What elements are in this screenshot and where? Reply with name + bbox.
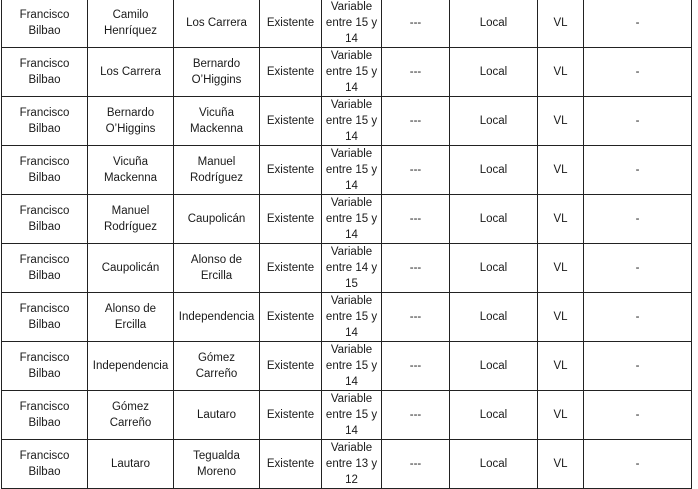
- cell-desde: Caupolicán: [88, 244, 174, 293]
- cell-ancho: Variable entre 15 y 14: [322, 146, 382, 195]
- cell-hasta: Vicuña Mackenna: [174, 97, 260, 146]
- table-row: [2, 146, 692, 195]
- cell-categoria: Local: [450, 440, 538, 489]
- cell-categoria: Local: [450, 195, 538, 244]
- cell-col6: ---: [382, 342, 450, 391]
- cell-via: Francisco Bilbao: [2, 244, 88, 293]
- cell-categoria: Local: [450, 0, 538, 48]
- cell-desde: Independencia: [88, 342, 174, 391]
- table-row: [2, 293, 692, 342]
- cell-estado: Existente: [260, 293, 322, 342]
- table-row: [2, 0, 692, 48]
- cell-estado: Existente: [260, 146, 322, 195]
- cell-estado: Existente: [260, 195, 322, 244]
- cell-categoria: Local: [450, 293, 538, 342]
- table-row: [2, 342, 692, 391]
- cell-hasta: Gómez Carreño: [174, 342, 260, 391]
- cell-hasta: Alonso de Ercilla: [174, 244, 260, 293]
- cell-estado: Existente: [260, 97, 322, 146]
- cell-hasta: Independencia: [174, 293, 260, 342]
- cell-categoria: Local: [450, 97, 538, 146]
- cell-observaciones: -: [584, 342, 692, 391]
- cell-desde: Camilo Henríquez: [88, 0, 174, 48]
- cell-categoria: Local: [450, 48, 538, 97]
- cell-via: Francisco Bilbao: [2, 293, 88, 342]
- cell-ancho: Variable entre 15 y 14: [322, 293, 382, 342]
- cell-ancho: Variable entre 15 y 14: [322, 195, 382, 244]
- cell-ancho: Variable entre 14 y 15: [322, 244, 382, 293]
- cell-observaciones: -: [584, 146, 692, 195]
- cell-estado: Existente: [260, 48, 322, 97]
- cell-tipo: VL: [538, 342, 584, 391]
- cell-observaciones: -: [584, 0, 692, 48]
- table-row: [2, 48, 692, 97]
- cell-tipo: VL: [538, 146, 584, 195]
- cell-estado: Existente: [260, 342, 322, 391]
- cell-via: Francisco Bilbao: [2, 195, 88, 244]
- cell-observaciones: -: [584, 48, 692, 97]
- cell-col6: ---: [382, 0, 450, 48]
- cell-observaciones: -: [584, 244, 692, 293]
- cell-desde: Bernardo O’Higgins: [88, 97, 174, 146]
- cell-via: Francisco Bilbao: [2, 391, 88, 440]
- cell-via: Francisco Bilbao: [2, 48, 88, 97]
- cell-tipo: VL: [538, 391, 584, 440]
- cell-desde: Vicuña Mackenna: [88, 146, 174, 195]
- cell-observaciones: -: [584, 293, 692, 342]
- cell-hasta: Caupolicán: [174, 195, 260, 244]
- cell-ancho: Variable entre 15 y 14: [322, 342, 382, 391]
- cell-col6: ---: [382, 440, 450, 489]
- cell-via: Francisco Bilbao: [2, 97, 88, 146]
- cell-hasta: Los Carrera: [174, 0, 260, 48]
- cell-ancho: Variable entre 15 y 14: [322, 48, 382, 97]
- cell-hasta: Tegualda Moreno: [174, 440, 260, 489]
- cell-tipo: VL: [538, 48, 584, 97]
- cell-via: Francisco Bilbao: [2, 440, 88, 489]
- cell-estado: Existente: [260, 391, 322, 440]
- cell-estado: Existente: [260, 440, 322, 489]
- cell-tipo: VL: [538, 440, 584, 489]
- cell-desde: Lautaro: [88, 440, 174, 489]
- cell-col6: ---: [382, 146, 450, 195]
- cell-tipo: VL: [538, 97, 584, 146]
- cell-ancho: Variable entre 15 y 14: [322, 97, 382, 146]
- cell-categoria: Local: [450, 244, 538, 293]
- cell-tipo: VL: [538, 0, 584, 48]
- cell-ancho: Variable entre 13 y 12: [322, 440, 382, 489]
- table-row: [2, 195, 692, 244]
- cell-via: Francisco Bilbao: [2, 146, 88, 195]
- table-row: [2, 440, 692, 489]
- cell-desde: Alonso de Ercilla: [88, 293, 174, 342]
- table-row: [2, 391, 692, 440]
- cell-desde: Manuel Rodríguez: [88, 195, 174, 244]
- cell-col6: ---: [382, 244, 450, 293]
- cell-ancho: Variable entre 15 y 14: [322, 0, 382, 48]
- cell-ancho: Variable entre 15 y 14: [322, 391, 382, 440]
- cell-categoria: Local: [450, 391, 538, 440]
- street-table-container: [1, 0, 692, 489]
- cell-tipo: VL: [538, 244, 584, 293]
- cell-col6: ---: [382, 195, 450, 244]
- cell-via: Francisco Bilbao: [2, 0, 88, 48]
- cell-col6: ---: [382, 97, 450, 146]
- cell-col6: ---: [382, 293, 450, 342]
- cell-col6: ---: [382, 391, 450, 440]
- cell-desde: Gómez Carreño: [88, 391, 174, 440]
- cell-hasta: Lautaro: [174, 391, 260, 440]
- cell-tipo: VL: [538, 195, 584, 244]
- cell-hasta: Manuel Rodríguez: [174, 146, 260, 195]
- cell-col6: ---: [382, 48, 450, 97]
- table-row: [2, 97, 692, 146]
- cell-estado: Existente: [260, 244, 322, 293]
- cell-observaciones: -: [584, 440, 692, 489]
- table-row: [2, 244, 692, 293]
- street-table: [1, 0, 692, 489]
- cell-observaciones: -: [584, 391, 692, 440]
- cell-tipo: VL: [538, 293, 584, 342]
- cell-estado: Existente: [260, 0, 322, 48]
- cell-categoria: Local: [450, 146, 538, 195]
- cell-categoria: Local: [450, 342, 538, 391]
- cell-desde: Los Carrera: [88, 48, 174, 97]
- cell-hasta: Bernardo O’Higgins: [174, 48, 260, 97]
- cell-via: Francisco Bilbao: [2, 342, 88, 391]
- cell-observaciones: -: [584, 195, 692, 244]
- cell-observaciones: -: [584, 97, 692, 146]
- table-body: [2, 0, 692, 489]
